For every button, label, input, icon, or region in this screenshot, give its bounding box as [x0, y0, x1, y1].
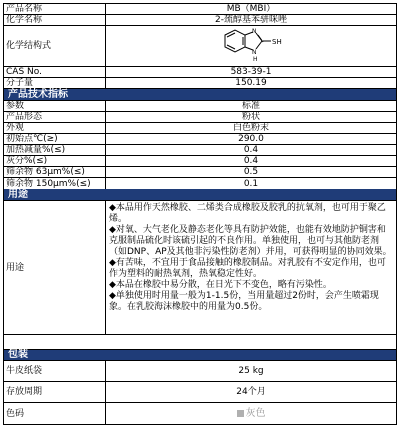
usage-section-header [4, 189, 396, 201]
spec-row [4, 156, 396, 167]
product-name-label: 产品名称 [4, 4, 106, 14]
spec-row [4, 145, 396, 156]
spec-row [4, 178, 396, 189]
spec-section-title: 产品技术指标 [8, 88, 68, 100]
mw-row [4, 78, 396, 89]
structure-label: 化学结构式 [4, 26, 106, 66]
spec-value: 0.4 [243, 145, 259, 155]
spec-label: 外观 [4, 123, 106, 133]
structure-nh: N [252, 49, 257, 56]
structure-sh: SH [272, 38, 282, 46]
usage-section-title: 用途 [8, 188, 28, 200]
usage-paragraph: ◆有苦味，不宜用于食品接触的橡胶制品。对乳胶有不安定作用，也可作为塑料的耐热氧剂，热氧稳定性好。 [109, 258, 386, 279]
usage-paragraph: ◆单独使用时用量一般为1-1.5份，当用量超过2份时，会产生喷霜现象。在乳胶海沫橡胶中的用量为0.5份。 [109, 291, 379, 312]
spec-value: 0.5 [243, 167, 259, 177]
package-label: 牛皮纸袋 [4, 361, 106, 381]
spec-row [4, 112, 396, 123]
benzimidazole-structure-icon [211, 27, 291, 65]
spec-label: 参数 [4, 101, 106, 111]
spec-label: 筛余物 150μm%(≤) [4, 178, 106, 189]
package-section-title: 包装 [8, 349, 28, 360]
color-code-text: 灰色 [245, 407, 266, 419]
usage-paragraph: ◆对氧、大气老化及静态老化等具有防护效能，也能有效地防护铜害和克服制品硫化时该硫引起的不良作用。单独使用，也可与其他防老剂（如DNP、AP及其他非污染性防老剂）并用，可获得明显的协同效果。 [109, 225, 392, 257]
structure-n-top: N [252, 28, 257, 35]
package-value: 25 kg [238, 366, 264, 376]
spec-label: 筛余物 63μm%(≤) [4, 167, 106, 177]
spec-label: 产品形态 [4, 112, 106, 122]
spec-value: 粉状 [241, 112, 260, 122]
color-code-value [106, 403, 396, 424]
product-name-row [4, 4, 396, 15]
shelf-life-row [4, 382, 396, 403]
spec-value: 0.1 [243, 178, 259, 189]
spec-value: 0.4 [243, 156, 259, 166]
spec-value: 白色粉末 [232, 123, 269, 133]
mw-label: 分子量 [4, 78, 106, 88]
product-spec-sheet [3, 3, 397, 425]
usage-row [4, 201, 396, 335]
cas-label: CAS No. [4, 67, 106, 77]
spec-section-header [4, 89, 396, 101]
mw-value: 150.19 [235, 78, 267, 88]
usage-paragraph: ◆本品用作天然橡胶、二烯类合成橡胶及胶乳的抗氧剂，也可用于聚乙烯。 [109, 203, 386, 224]
structure-row [4, 26, 396, 67]
spec-label: 加热减量%(≤) [4, 145, 106, 155]
package-row [4, 361, 396, 382]
color-code-label: 色码 [4, 403, 106, 424]
structure-image [106, 26, 396, 66]
chemical-name-label: 化学名称 [4, 15, 106, 25]
color-code-row [4, 403, 396, 424]
usage-text [106, 201, 396, 334]
usage-paragraph: ◆本品在橡胶中易分散，在日光下不变色，略有污染性。 [109, 280, 332, 290]
chemical-name-value: 2-巯醇基苯骈咪唑 [215, 15, 287, 25]
chemical-name-row [4, 15, 396, 26]
usage-label: 用途 [4, 201, 106, 334]
spec-row [4, 123, 396, 134]
spec-value: 标准 [241, 101, 260, 111]
spacer-row [4, 335, 396, 349]
cas-value: 583-39-1 [230, 67, 272, 77]
shelf-life-label: 存放周期 [4, 382, 106, 402]
package-section-header [4, 349, 396, 361]
spec-label: 初始点℃(≥) [4, 134, 106, 144]
structure-h: H [253, 56, 258, 63]
spec-row [4, 134, 396, 145]
spec-value: 290.0 [238, 134, 264, 144]
color-swatch-icon [237, 410, 244, 417]
spec-row [4, 101, 396, 112]
shelf-life-value: 24个月 [236, 387, 266, 397]
spec-label: 灰分%(≤) [4, 156, 106, 166]
product-name-value: MB（MBI） [226, 4, 276, 14]
spec-row [4, 167, 396, 178]
cas-row [4, 67, 396, 78]
